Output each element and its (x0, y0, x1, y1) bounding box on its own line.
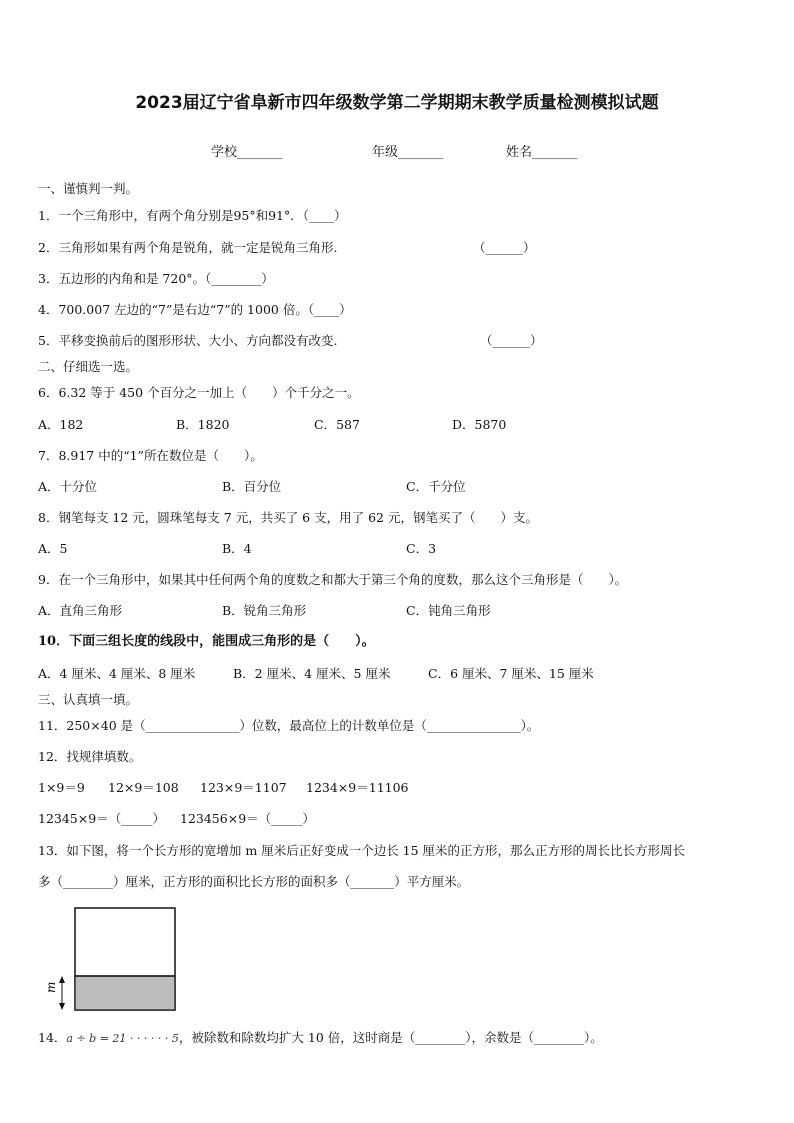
question-2: 2．三角形如果有两个角是锐角，就一定是锐角三角形. (38, 240, 338, 255)
question-13-line-1: 13．如下图，将一个长方形的宽增加 m 厘米后正好变成一个边长 15 厘米的正方形，那么正方形的周长比长方形周长 (38, 843, 686, 858)
question-5: 5．平移变换前后的图形形状、大小、方向都没有改变. (38, 333, 338, 348)
arrow-down-icon (59, 1003, 65, 1010)
grade-field: 年级_______ (372, 145, 444, 160)
question-9: 9．在一个三角形中，如果其中任何两个角的度数之和都大于第三个角的度数，那么这个三角形是（ ）。 (38, 572, 628, 587)
section-1-heading: 一、谨慎判一判。 (38, 181, 139, 196)
q14-number: 14． (38, 1030, 67, 1045)
q8-option-c: C．3 (406, 541, 437, 556)
q7-option-a: A．十分位 (38, 479, 98, 494)
question-13-line-2: 多（________）厘米，正方形的面积比长方形的面积多（_______）平方厘米。 (38, 874, 470, 889)
q10-option-c: C．6 厘米、7 厘米、15 厘米 (428, 666, 594, 681)
question-7: 7．8.917 中的“1”所在数位是（ ）。 (38, 448, 263, 463)
question-3: 3．五边形的内角和是 720°。（________） (38, 271, 274, 286)
q6-option-d: D．5870 (452, 417, 507, 432)
question-6: 6．6.32 等于 450 个百分之一加上（ ）个千分之一。 (38, 385, 360, 400)
q14-formula: a ÷ b = 21 · · · · · · 5 (66, 1032, 179, 1045)
question-11: 11．250×40 是（_______________）位数，最高位上的计数单位是（_______________）。 (38, 718, 540, 733)
q9-option-c: C．钝角三角形 (406, 603, 491, 618)
q12-row2-item: 12345×9＝（_____） (38, 811, 165, 826)
q9-option-b: B．锐角三角形 (222, 603, 307, 618)
section-3-heading: 三、认真填一填。 (38, 692, 139, 707)
q10-option-a: A．4 厘米、4 厘米、8 厘米 (38, 666, 196, 681)
q12-row2-item: 123456×9＝（_____） (180, 811, 315, 826)
q6-option-b: B．1820 (176, 417, 230, 432)
q7-option-c: C．千分位 (406, 479, 466, 494)
q9-option-a: A．直角三角形 (38, 603, 123, 618)
page-title: 2023届辽宁省阜新市四年级数学第二学期期末教学质量检测模拟试题 (135, 93, 659, 113)
q8-option-a: A．5 (38, 541, 68, 556)
q6-option-a: A．182 (38, 417, 84, 432)
question-8: 8．钢笔每支 12 元，圆珠笔每支 7 元，共买了 6 支，用了 62 元，钢笔买了（ ）支。 (38, 510, 538, 525)
shaded-strip (75, 976, 175, 1010)
q12-row1-item: 1×9＝9 (38, 780, 85, 795)
arrow-up-icon (59, 976, 65, 983)
q12-row1-item: 12×9＝108 (108, 780, 179, 795)
question-2-blank: （______） (473, 240, 536, 255)
question-10: 10．下面三组长度的线段中，能围成三角形的是（ ）。 (38, 634, 375, 649)
question-14 (38, 1030, 603, 1047)
question-4: 4．700.007 左边的“7”是右边“7”的 1000 倍。（____） (38, 302, 352, 317)
question-5-blank: （______） (480, 333, 543, 348)
question-1: 1．一个三角形中，有两个角分别是95°和91°．（____） (38, 208, 347, 223)
school-field: 学校_______ (211, 145, 283, 160)
q12-row1-item: 1234×9＝11106 (306, 780, 409, 795)
q7-option-b: B．百分位 (222, 479, 282, 494)
name-field: 姓名_______ (506, 145, 578, 160)
question-12: 12．找规律填数。 (38, 749, 142, 764)
q8-option-b: B．4 (222, 541, 252, 556)
m-label: m (44, 981, 58, 993)
q6-option-c: C．587 (314, 417, 360, 432)
q12-row1-item: 123×9＝1107 (200, 780, 287, 795)
q14-text: ，被除数和除数均扩大 10 倍，这时商是（________），余数是（________）。 (178, 1030, 603, 1045)
q10-option-b: B．2 厘米、4 厘米、5 厘米 (233, 666, 391, 681)
rectangle-figure (44, 906, 184, 1016)
section-2-heading: 二、仔细选一选。 (38, 359, 139, 374)
